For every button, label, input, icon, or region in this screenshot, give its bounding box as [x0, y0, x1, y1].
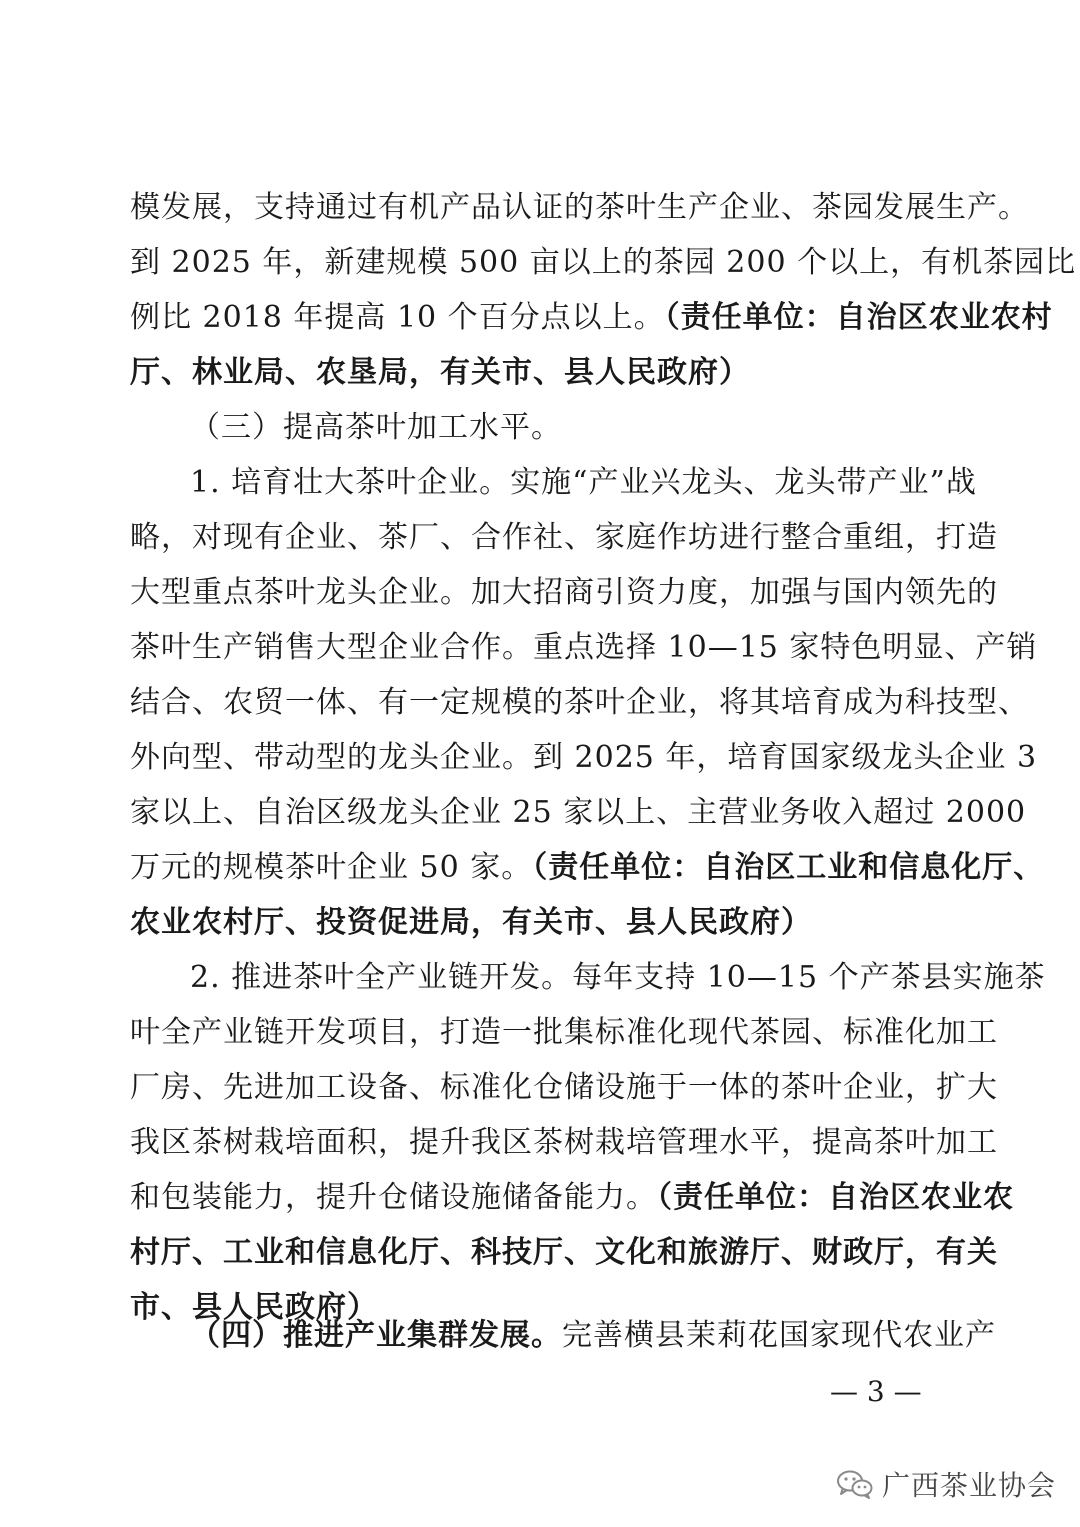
watermark-text: 广西茶业协会: [882, 1469, 1057, 1502]
responsibility-unit: （责任单位：自治区农业农: [657, 1180, 1014, 1215]
body-line: 厂房、先进加工设备、标准化仓储设施于一体的茶叶企业，扩大: [130, 1070, 998, 1105]
responsibility-unit: （责任单位：自治区农业农村: [664, 300, 1053, 335]
body-line: 1. 培育壮大茶叶企业。实施“产业兴龙头、龙头带产业”战: [190, 465, 977, 500]
body-line: 叶全产业链开发项目，打造一批集标准化现代茶园、标准化加工: [130, 1015, 998, 1050]
body-line: 结合、农贸一体、有一定规模的茶叶企业，将其培育成为科技型、: [130, 685, 1029, 720]
responsibility-unit: （责任单位：自治区工业和信息化厅、: [532, 850, 1045, 885]
responsibility-unit-line: 村厅、工业和信息化厅、科技厅、文化和旅游厅、财政厅，有关: [130, 1235, 998, 1270]
responsibility-unit-line: 厅、林业局、农垦局，有关市、县人民政府）: [130, 355, 750, 390]
responsibility-unit-line: 农业农村厅、投资促进局，有关市、县人民政府）: [130, 905, 812, 940]
responsibility-unit-line: 市、县人民政府）: [130, 1290, 378, 1325]
wechat-icon: [836, 1469, 874, 1499]
body-line: 模发展，支持通过有机产品认证的茶叶生产企业、茶园发展生产。: [130, 190, 1029, 225]
body-line: 2. 推进茶叶全产业链开发。每年支持 10—15 个产茶县实施茶: [190, 960, 1046, 995]
body-line: 到 2025 年，新建规模 500 亩以上的茶园 200 个以上，有机茶园比: [130, 245, 1077, 280]
body-line: [130, 848, 1045, 888]
body-line: [190, 1316, 996, 1356]
body-line: 茶叶生产销售大型企业合作。重点选择 10—15 家特色明显、产销: [130, 630, 1038, 665]
body-line: 大型重点茶叶龙头企业。加大招商引资力度，加强与国内领先的: [130, 575, 998, 610]
body-text: 例比 2018 年提高 10 个百分点以上。: [130, 300, 665, 335]
body-line: [130, 298, 1053, 338]
section-heading: （三）提高茶叶加工水平。: [190, 410, 562, 445]
body-line: 外向型、带动型的龙头企业。到 2025 年，培育国家级龙头企业 3: [130, 740, 1038, 775]
body-line: [130, 1178, 1014, 1218]
page-number: — 3 —: [830, 1375, 922, 1408]
body-line: 我区茶树栽培面积，提升我区茶树栽培管理水平，提高茶叶加工: [130, 1125, 998, 1160]
body-text: 万元的规模茶叶企业 50 家。: [130, 850, 533, 885]
body-text: 和包装能力，提升仓储设施储备能力。: [130, 1180, 657, 1215]
section-heading: （四）推进产业集群发展。: [190, 1318, 562, 1353]
body-text: 完善横县茉莉花国家现代农业产: [562, 1318, 996, 1353]
wechat-watermark: [836, 1463, 1056, 1505]
body-line: 家以上、自治区级龙头企业 25 家以上、主营业务收入超过 2000: [130, 795, 1027, 830]
body-line: 略，对现有企业、茶厂、合作社、家庭作坊进行整合重组，打造: [130, 520, 998, 555]
